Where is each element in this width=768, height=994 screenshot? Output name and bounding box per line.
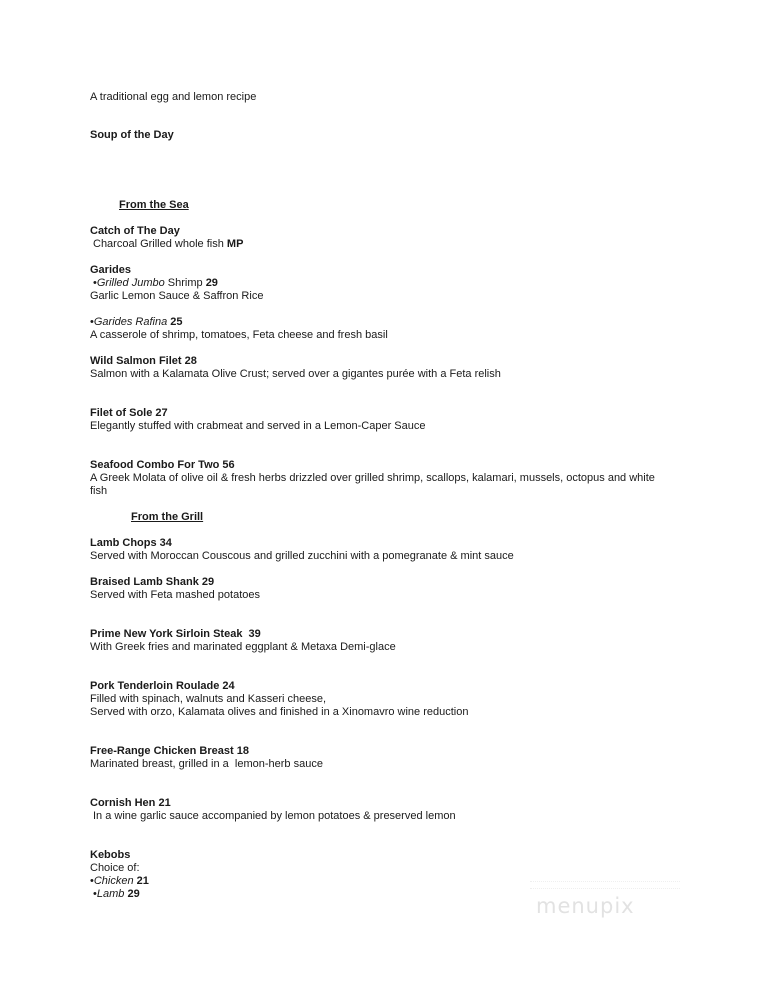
watermark-strip <box>530 881 680 889</box>
item-desc: With Greek fries and marinated eggplant & Metaxa Demi-glace <box>90 641 396 653</box>
menu-item-sole <box>90 407 690 433</box>
menu-item-lamb-shank <box>90 576 690 602</box>
bullet: • <box>90 875 94 887</box>
item-title: Prime New York Sirloin Steak 39 <box>90 628 261 640</box>
menu-item-pork-roulade <box>90 680 690 719</box>
item-variant <box>90 277 690 290</box>
item-desc: A Greek Molata of olive oil & fresh herbs drizzled over grilled shrimp, scallops, kalamari, mussels, octopus and white <box>90 472 655 484</box>
tagline: A traditional egg and lemon recipe <box>90 91 257 103</box>
menu-item-garides-rafina <box>90 316 690 342</box>
item-desc: A casserole of shrimp, tomatoes, Feta cheese and fresh basil <box>90 329 388 341</box>
menu-item-chicken-breast <box>90 745 690 771</box>
section-heading-sea <box>119 199 719 212</box>
item-title: Catch of The Day <box>90 225 180 237</box>
item-desc: Salmon with a Kalamata Olive Crust; served over a gigantes purée with a Feta relish <box>90 368 501 380</box>
option-name: Lamb <box>96 888 125 900</box>
option-price: 21 <box>136 875 149 887</box>
item-price: MP <box>226 238 244 250</box>
item-desc-text: Charcoal Grilled whole fish <box>93 238 224 250</box>
grill-heading: From the Grill <box>131 511 204 523</box>
item-price: 29 <box>205 277 218 289</box>
soup-of-the-day <box>90 129 690 142</box>
variant-name: Grilled Jumbo <box>96 277 165 289</box>
item-title: Filet of Sole 27 <box>90 407 168 419</box>
item-desc: Served with Moroccan Couscous and grilled zucchini with a pomegranate & mint sauce <box>90 550 514 562</box>
item-title: Free-Range Chicken Breast 18 <box>90 745 249 757</box>
item-title: Lamb Chops 34 <box>90 537 172 549</box>
item-title: Wild Salmon Filet 28 <box>90 355 197 367</box>
item-desc: In a wine garlic sauce accompanied by lemon potatoes & preserved lemon <box>93 810 456 822</box>
watermark-logo: menupix <box>536 894 635 918</box>
variant-rest: Shrimp <box>164 277 203 289</box>
item-desc: Marinated breast, grilled in a lemon-herb sauce <box>90 758 323 770</box>
section-heading-grill <box>131 511 731 524</box>
bullet: • <box>93 277 97 289</box>
item-variant <box>90 316 690 329</box>
menu-item-salmon <box>90 355 690 381</box>
item-title: Braised Lamb Shank 29 <box>90 576 215 588</box>
item-desc: Choice of: <box>90 862 140 874</box>
bullet: • <box>93 888 97 900</box>
item-desc: Served with Feta mashed potatoes <box>90 589 260 601</box>
menu-item-catch <box>90 225 690 251</box>
item-title: Pork Tenderloin Roulade 24 <box>90 680 235 692</box>
item-title: Cornish Hen 21 <box>90 797 171 809</box>
item-title: Kebobs <box>90 849 131 861</box>
soup-title: Soup of the Day <box>90 129 174 141</box>
item-desc: Filled with spinach, walnuts and Kasseri cheese, <box>90 693 327 705</box>
menu-item-garides <box>90 264 690 303</box>
item-price: 25 <box>170 316 183 328</box>
menu-item-seafood-combo <box>90 459 690 498</box>
menu-item-sirloin <box>90 628 690 654</box>
option-name: Chicken <box>93 875 134 887</box>
item-desc-cont: Served with orzo, Kalamata olives and finished in a Xinomavro wine reduction <box>90 706 469 718</box>
variant-name: Garides Rafina <box>93 316 168 328</box>
item-desc-cont: fish <box>90 485 108 497</box>
item-desc: Garlic Lemon Sauce & Saffron Rice <box>90 290 264 302</box>
item-title: Garides <box>90 264 131 276</box>
bullet: • <box>90 316 94 328</box>
item-title: Seafood Combo For Two 56 <box>90 459 235 471</box>
intro-text <box>90 91 690 104</box>
option-price: 29 <box>127 888 140 900</box>
item-desc <box>90 238 690 251</box>
menu-item-lamb-chops <box>90 537 690 563</box>
sea-heading: From the Sea <box>119 199 189 211</box>
menu-item-cornish-hen <box>90 797 690 823</box>
item-desc: Elegantly stuffed with crabmeat and served in a Lemon-Caper Sauce <box>90 420 426 432</box>
